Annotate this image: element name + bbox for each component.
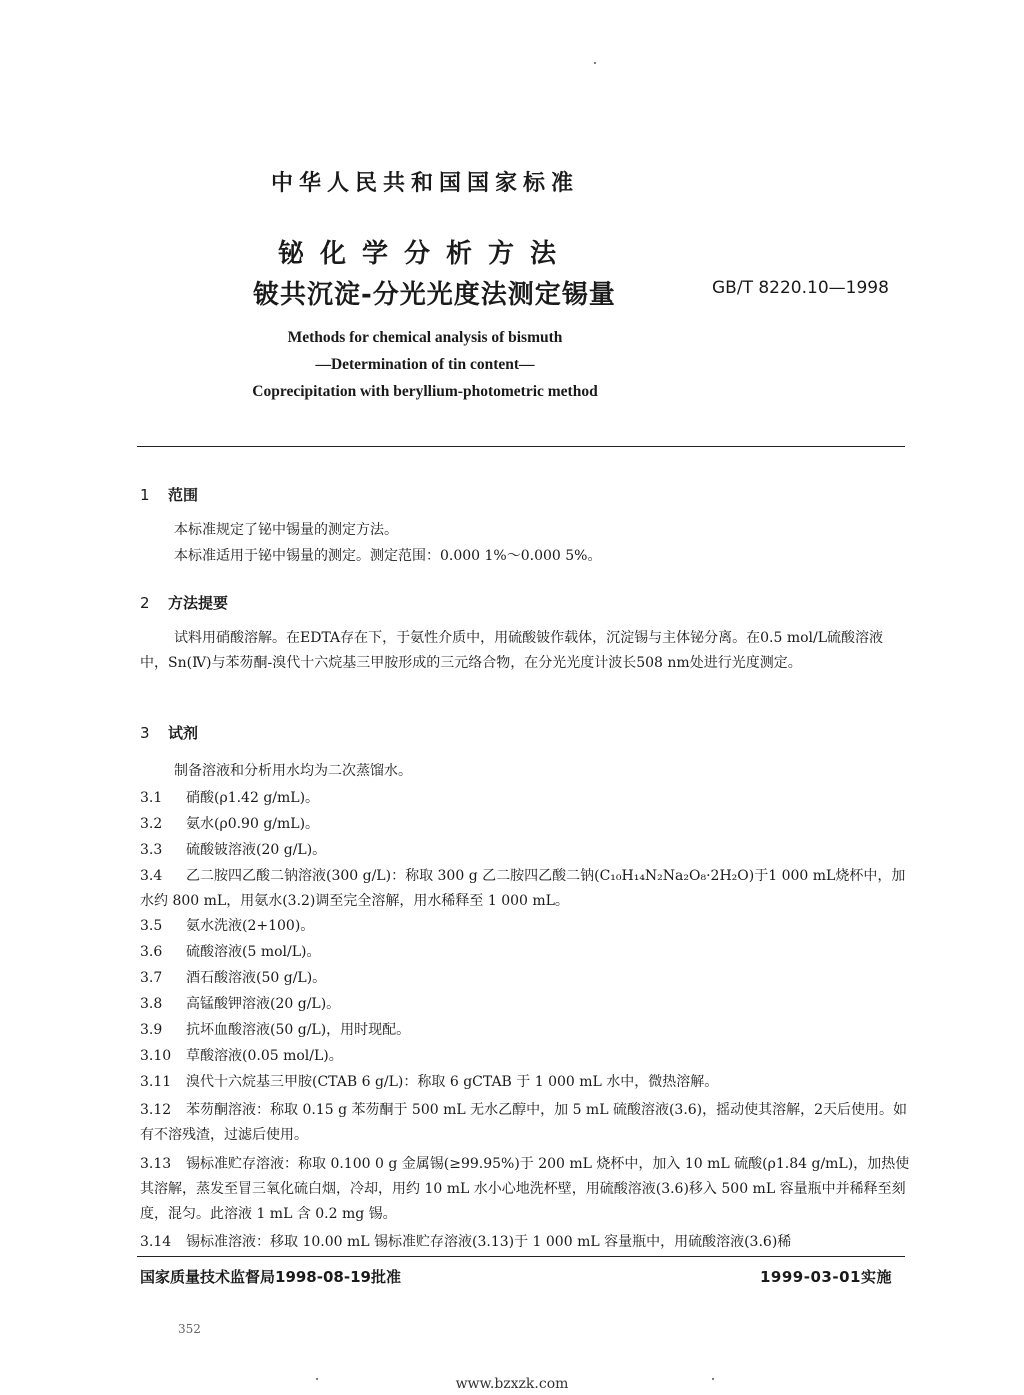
reagent-item — [140, 1098, 910, 1148]
paragraph: 试料用硝酸溶解。在EDTA存在下，于氨性介质中，用硫酸铍作载体，沉淀锡与主体铋分离。在0.5 mol/L硫酸溶液中，Sn(Ⅳ)与苯芴酮-溴代十六烷基三甲胺形成的三元络合物，在分光光度计波长508 nm处进行光度测定。 — [140, 630, 884, 671]
paragraph: 制备溶液和分析用水均为二次蒸馏水。 — [174, 763, 412, 779]
reagent-item — [140, 992, 910, 1017]
section-number: 1 — [140, 486, 150, 504]
english-title-line-2: —Determination of tin content— — [315, 356, 535, 373]
footer-divider — [137, 1256, 905, 1257]
section-heading-scope — [140, 484, 198, 505]
item-text: 乙二胺四乙酸二钠溶液(300 g/L)：称取 300 g 乙二胺四乙酸二钠(C₁₀H₁₄N₂Na₂O₈·2H₂O)于1 000 mL烧杯中，加水约 800 mL，用氨水(3.2)调至完全溶解，用水稀释至 1 000 mL。 — [140, 868, 906, 909]
item-text: 氨水(ρ0.90 g/mL)。 — [186, 816, 320, 832]
scan-speck — [316, 1378, 318, 1380]
section-heading-reagents — [140, 722, 198, 743]
title-line-2: 铍共沉淀-分光光度法测定锡量 — [253, 280, 616, 310]
item-text: 苯芴酮溶液：称取 0.15 g 苯芴酮于 500 mL 无水乙醇中，加 5 mL 硫酸溶液(3.6)，摇动使其溶解，2天后使用。如有不溶残渣，过滤后使用。 — [140, 1102, 908, 1143]
item-number: 3.1 — [140, 790, 163, 806]
item-text: 硫酸铍溶液(20 g/L)。 — [186, 842, 327, 858]
item-text: 锡标准溶液：移取 10.00 mL 锡标准贮存溶液(3.13)于 1 000 mL 容量瓶中，用硫酸溶液(3.6)稀 — [186, 1234, 792, 1250]
item-number: 3.9 — [140, 1022, 163, 1038]
reagent-item — [140, 1070, 910, 1095]
reagent-item — [140, 1230, 910, 1255]
title-line-1: 铋化学分析方法 — [277, 239, 572, 269]
english-title — [170, 324, 680, 405]
section-number: 2 — [140, 594, 150, 612]
scan-speck — [712, 1378, 714, 1380]
item-number: 3.7 — [140, 970, 163, 986]
english-title-line-1: Methods for chemical analysis of bismuth — [287, 329, 563, 346]
reagent-item — [140, 864, 910, 914]
reagent-item — [140, 940, 910, 965]
reagent-item — [140, 1018, 910, 1043]
reagent-item — [140, 1152, 910, 1227]
item-number: 3.5 — [140, 918, 163, 934]
item-text: 硫酸溶液(5 mol/L)。 — [186, 944, 321, 960]
reagent-item — [140, 1044, 910, 1069]
item-number: 3.12 — [140, 1102, 172, 1118]
item-text: 高锰酸钾溶液(20 g/L)。 — [186, 996, 341, 1012]
item-text: 溴代十六烷基三甲胺(CTAB 6 g/L)：称取 6 gCTAB 于 1 000 mL 水中，微热溶解。 — [186, 1074, 719, 1090]
item-number: 3.14 — [140, 1234, 172, 1250]
item-number: 3.3 — [140, 842, 163, 858]
item-text: 硝酸(ρ1.42 g/mL)。 — [186, 790, 320, 806]
item-text: 氨水洗液(2+100)。 — [186, 918, 315, 934]
standard-code: GB/T 8220.10—1998 — [712, 278, 889, 298]
header-divider — [137, 446, 905, 447]
item-number: 3.6 — [140, 944, 163, 960]
item-number: 3.8 — [140, 996, 163, 1012]
website-watermark: www.bzxzk.com — [455, 1376, 569, 1392]
item-number: 3.13 — [140, 1156, 172, 1172]
reagent-item — [140, 966, 910, 991]
paragraph: 本标准适用于铋中锡量的测定。测定范围：0.000 1%～0.000 5%。 — [174, 548, 602, 564]
reagent-item — [140, 812, 910, 837]
item-text: 锡标准贮存溶液：称取 0.100 0 g 金属锡(≥99.95%)于 200 mL 烧杯中，加入 10 mL 硫酸(ρ1.84 g/mL)，加热使其溶解，蒸发至冒三氧化硫白烟，冷却，用约 10 mL 水小心地洗杯壁，用硫酸溶液(3.6)移入 500 mL 容量瓶中并稀释至刻度，混匀。此溶液 1 mL 含 0.2 mg 锡。 — [140, 1156, 910, 1222]
section-title: 范围 — [168, 486, 199, 504]
item-text: 酒石酸溶液(50 g/L)。 — [186, 970, 327, 986]
section-number: 3 — [140, 724, 150, 742]
reagent-item — [140, 914, 910, 939]
approval-line: 国家质量技术监督局1998-08-19批准 — [140, 1268, 401, 1286]
item-number: 3.10 — [140, 1048, 172, 1064]
item-number: 3.2 — [140, 816, 163, 832]
section-title: 方法提要 — [168, 594, 229, 612]
reagent-item — [140, 786, 910, 811]
paragraph: 本标准规定了铋中锡量的测定方法。 — [174, 522, 398, 538]
national-standard-heading: 中华人民共和国国家标准 — [270, 171, 579, 196]
section-title: 试剂 — [168, 724, 199, 742]
section-heading-method — [140, 592, 228, 613]
item-number: 3.11 — [140, 1074, 172, 1090]
scan-speck — [594, 62, 596, 64]
implementation-date: 1999-03-01实施 — [760, 1268, 892, 1286]
reagent-item — [140, 838, 910, 863]
item-text: 抗坏血酸溶液(50 g/L)，用时现配。 — [186, 1022, 411, 1038]
item-number: 3.4 — [140, 868, 163, 884]
english-title-line-3: Coprecipitation with beryllium-photometric method — [252, 383, 598, 400]
page-number: 352 — [178, 1322, 201, 1336]
item-text: 草酸溶液(0.05 mol/L)。 — [186, 1048, 343, 1064]
